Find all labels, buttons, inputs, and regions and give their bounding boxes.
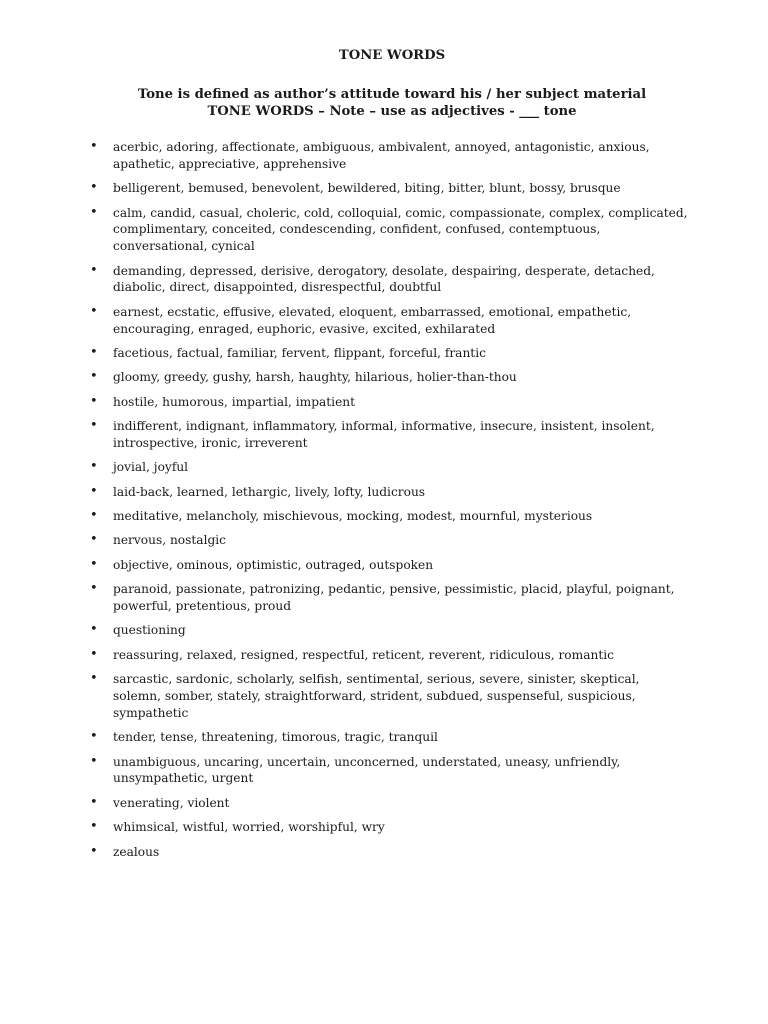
bullet-icon: •	[90, 418, 98, 434]
document-subtitle-line-1: Tone is defined as author’s attitude toward his / her subject material	[137, 87, 647, 102]
list-item	[90, 729, 688, 746]
bullet-icon: •	[90, 180, 98, 196]
list-item-text: jovial, joyful	[113, 460, 189, 475]
list-item-text: meditative, melancholy, mischievous, mocking, modest, mournful, mysterious	[113, 509, 593, 524]
list-item-text: calm, candid, casual, choleric, cold, colloquial, comic, compassionate, complex, complicated, complimentary, conceited, condescending, confident, confused, contemptuous, conversational, cynical	[113, 205, 688, 254]
list-item	[90, 795, 688, 812]
list-item	[90, 369, 688, 386]
list-item	[90, 205, 688, 255]
list-item-text: indifferent, indignant, inflammatory, informal, informative, insecure, insistent, insolent, introspective, ironic, irreverent	[113, 419, 655, 450]
list-item-text: belligerent, bemused, benevolent, bewildered, biting, bitter, blunt, bossy, brusque	[113, 181, 621, 196]
list-item	[90, 418, 688, 452]
list-item	[90, 532, 688, 549]
list-item	[90, 139, 688, 173]
list-item-text: earnest, ecstatic, effusive, elevated, eloquent, embarrassed, emotional, empathetic, encouraging, enraged, euphoric, evasive, excited, exhilarated	[113, 304, 632, 336]
list-item-text: objective, ominous, optimistic, outraged, outspoken	[113, 557, 434, 572]
list-item	[90, 263, 688, 297]
list-item-text: unambiguous, uncaring, uncertain, unconcerned, understated, uneasy, unfriendly, unsympathetic, urgent	[113, 754, 621, 786]
list-item	[90, 484, 688, 501]
bullet-icon: •	[90, 262, 98, 278]
list-item	[90, 622, 688, 639]
bullet-icon: •	[90, 344, 98, 360]
list-item	[90, 581, 688, 615]
document-subtitle-line-2: TONE WORDS – Note – use as adjectives - ___ tone	[207, 104, 577, 119]
list-item-text: nervous, nostalgic	[113, 533, 226, 548]
bullet-icon: •	[90, 393, 98, 409]
list-item-text: laid-back, learned, lethargic, lively, lofty, ludicrous	[113, 484, 426, 499]
list-item-text: venerating, violent	[113, 795, 230, 810]
list-item	[90, 394, 688, 411]
list-item-text: whimsical, wistful, worried, worshipful, wry	[113, 820, 385, 835]
bullet-icon: •	[90, 459, 98, 475]
list-item-text: demanding, depressed, derisive, derogatory, desolate, despairing, desperate, detached, diabolic, direct, disappointed, disrespectful, doubtful	[113, 263, 655, 295]
list-item	[90, 671, 688, 721]
list-item-text: questioning	[113, 623, 186, 638]
list-item-text: tender, tense, threatening, timorous, tragic, tranquil	[113, 730, 438, 745]
list-item-text: sarcastic, sardonic, scholarly, selfish, sentimental, serious, severe, sinister, skeptical, solemn, somber, stately, straightforward, strident, subdued, suspenseful, suspicious, sympathetic	[113, 672, 640, 720]
list-item	[90, 180, 688, 197]
bullet-icon: •	[90, 556, 98, 572]
bullet-icon: •	[90, 671, 98, 687]
tone-word-list	[90, 139, 688, 860]
bullet-icon: •	[90, 139, 98, 154]
bullet-icon: •	[90, 483, 98, 499]
list-item	[90, 819, 688, 836]
list-item-text: paranoid, passionate, patronizing, pedantic, pensive, pessimistic, placid, playful, poignant, powerful, pretentious, proud	[113, 582, 675, 614]
bullet-icon: •	[90, 843, 98, 859]
list-item	[90, 508, 688, 525]
list-item-text: reassuring, relaxed, resigned, respectful, reticent, reverent, ridiculous, romantic	[113, 647, 614, 662]
list-item	[90, 304, 688, 338]
document-title: TONE WORDS	[338, 48, 446, 63]
list-item-text: zealous	[113, 844, 160, 859]
bullet-icon: •	[90, 369, 98, 385]
list-item-text: hostile, humorous, impartial, impatient	[113, 394, 356, 409]
bullet-icon: •	[90, 753, 98, 769]
list-item-text: acerbic, adoring, affectionate, ambiguous, ambivalent, annoyed, antagonistic, anxious, apathetic, appreciative, apprehensive	[113, 140, 650, 171]
bullet-icon: •	[90, 646, 98, 662]
list-item-text: gloomy, greedy, gushy, harsh, haughty, hilarious, holier-than-thou	[113, 370, 517, 385]
list-item	[90, 647, 688, 664]
list-item	[90, 557, 688, 574]
list-item	[90, 754, 688, 788]
bullet-icon: •	[90, 581, 98, 597]
bullet-icon: •	[90, 819, 98, 835]
list-item	[90, 459, 688, 476]
list-item	[90, 844, 688, 861]
list-item	[90, 345, 688, 362]
bullet-icon: •	[90, 532, 98, 548]
bullet-icon: •	[90, 508, 98, 524]
list-item-text: facetious, factual, familiar, fervent, flippant, forceful, frantic	[113, 345, 486, 360]
bullet-icon: •	[90, 204, 98, 220]
bullet-icon: •	[90, 794, 98, 810]
bullet-icon: •	[90, 303, 98, 319]
bullet-icon: •	[90, 729, 98, 745]
bullet-icon: •	[90, 622, 98, 638]
